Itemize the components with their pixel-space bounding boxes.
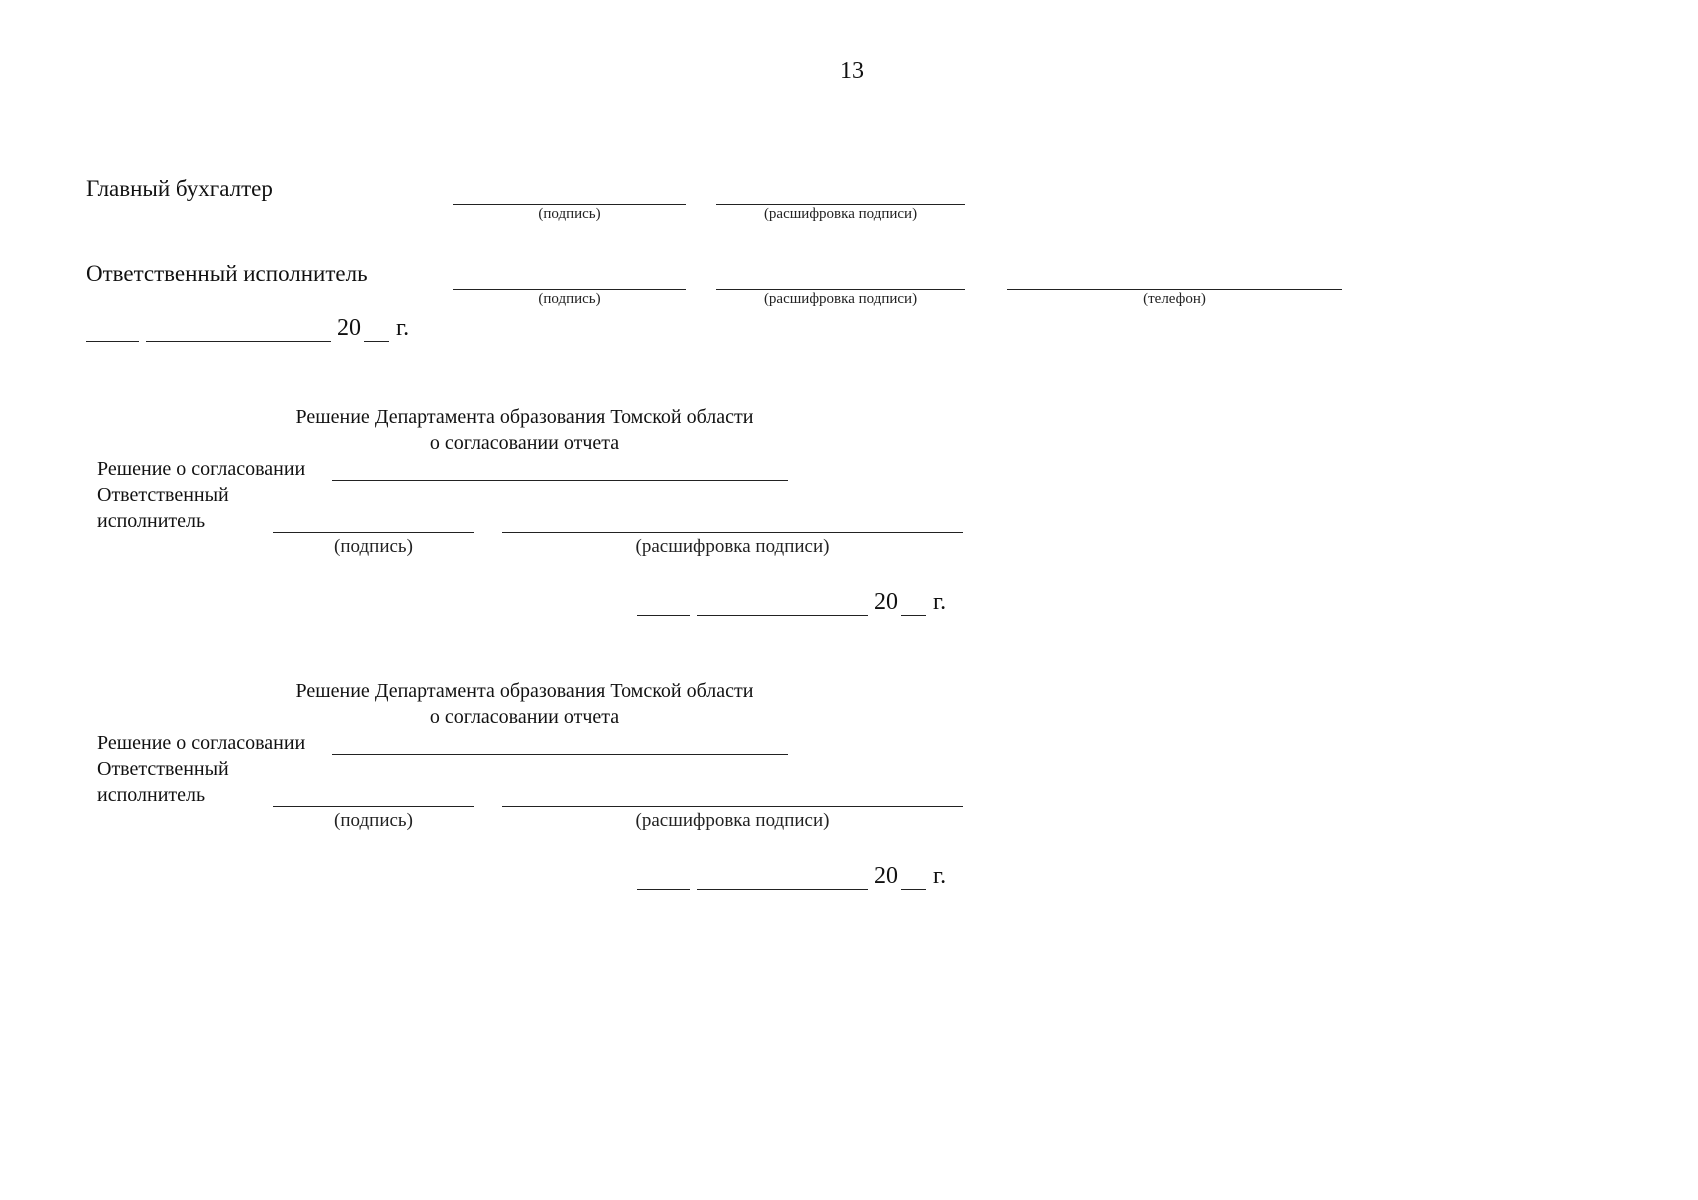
decision-2-agreement-line — [332, 754, 788, 755]
decision-2-date-day-line — [637, 889, 690, 890]
decision-2-heading-line2: о согласовании отчета — [429, 706, 620, 728]
executor-signature-line — [453, 289, 686, 290]
date-year-suffix: г. — [396, 315, 410, 341]
decision-1-date-day-line — [637, 615, 690, 616]
decision-2-signature-caption: (подпись) — [334, 810, 413, 831]
executor-phone-caption: (телефон) — [1143, 291, 1206, 307]
date-year-line — [364, 341, 389, 342]
chief-accountant-decode-caption: (расшифровка подписи) — [763, 206, 918, 222]
decision-1-signature-caption: (подпись) — [334, 536, 413, 557]
decision-2-executor-label-line2: исполнитель — [97, 784, 206, 806]
chief-accountant-label: Главный бухгалтер — [86, 176, 273, 201]
page-number: 13 — [840, 58, 864, 84]
executor-signature-caption: (подпись) — [538, 291, 601, 307]
date-month-line — [146, 341, 331, 342]
decision-1-decode-caption: (расшифровка подписи) — [635, 536, 830, 557]
decision-1-executor-label-line1: Ответственный — [97, 484, 229, 506]
date-day-line — [86, 341, 139, 342]
decision-1-agreement-line — [332, 480, 788, 481]
decision-2-agreement-label: Решение о согласовании — [97, 732, 306, 754]
decision-2-date-year-suffix: г. — [933, 863, 947, 889]
executor-label: Ответственный исполнитель — [86, 261, 368, 286]
decision-2-date-month-line — [697, 889, 868, 890]
decision-2-decode-caption: (расшифровка подписи) — [635, 810, 830, 831]
decision-2-heading-line1: Решение Департамента образования Томской области — [295, 680, 754, 702]
executor-decode-line — [716, 289, 965, 290]
chief-accountant-signature-line — [453, 204, 686, 205]
decision-2-date-year-prefix: 20 — [874, 863, 898, 889]
decision-1-executor-label-line2: исполнитель — [97, 510, 206, 532]
decision-1-heading-line1: Решение Департамента образования Томской области — [295, 406, 754, 428]
date-year-prefix: 20 — [337, 315, 361, 341]
decision-1-date-year-suffix: г. — [933, 589, 947, 615]
chief-accountant-signature-caption: (подпись) — [538, 206, 601, 222]
decision-1-decode-line — [502, 532, 963, 533]
decision-2-decode-line — [502, 806, 963, 807]
decision-1-heading-line2: о согласовании отчета — [429, 432, 620, 454]
decision-2-signature-line — [273, 806, 474, 807]
decision-1-signature-line — [273, 532, 474, 533]
decision-1-date-month-line — [697, 615, 868, 616]
decision-2-executor-label-line1: Ответственный — [97, 758, 229, 780]
decision-1-date-year-prefix: 20 — [874, 589, 898, 615]
decision-2-date-year-line — [901, 889, 926, 890]
decision-1-agreement-label: Решение о согласовании — [97, 458, 306, 480]
executor-decode-caption: (расшифровка подписи) — [763, 291, 918, 307]
executor-phone-line — [1007, 289, 1342, 290]
decision-1-date-year-line — [901, 615, 926, 616]
chief-accountant-decode-line — [716, 204, 965, 205]
